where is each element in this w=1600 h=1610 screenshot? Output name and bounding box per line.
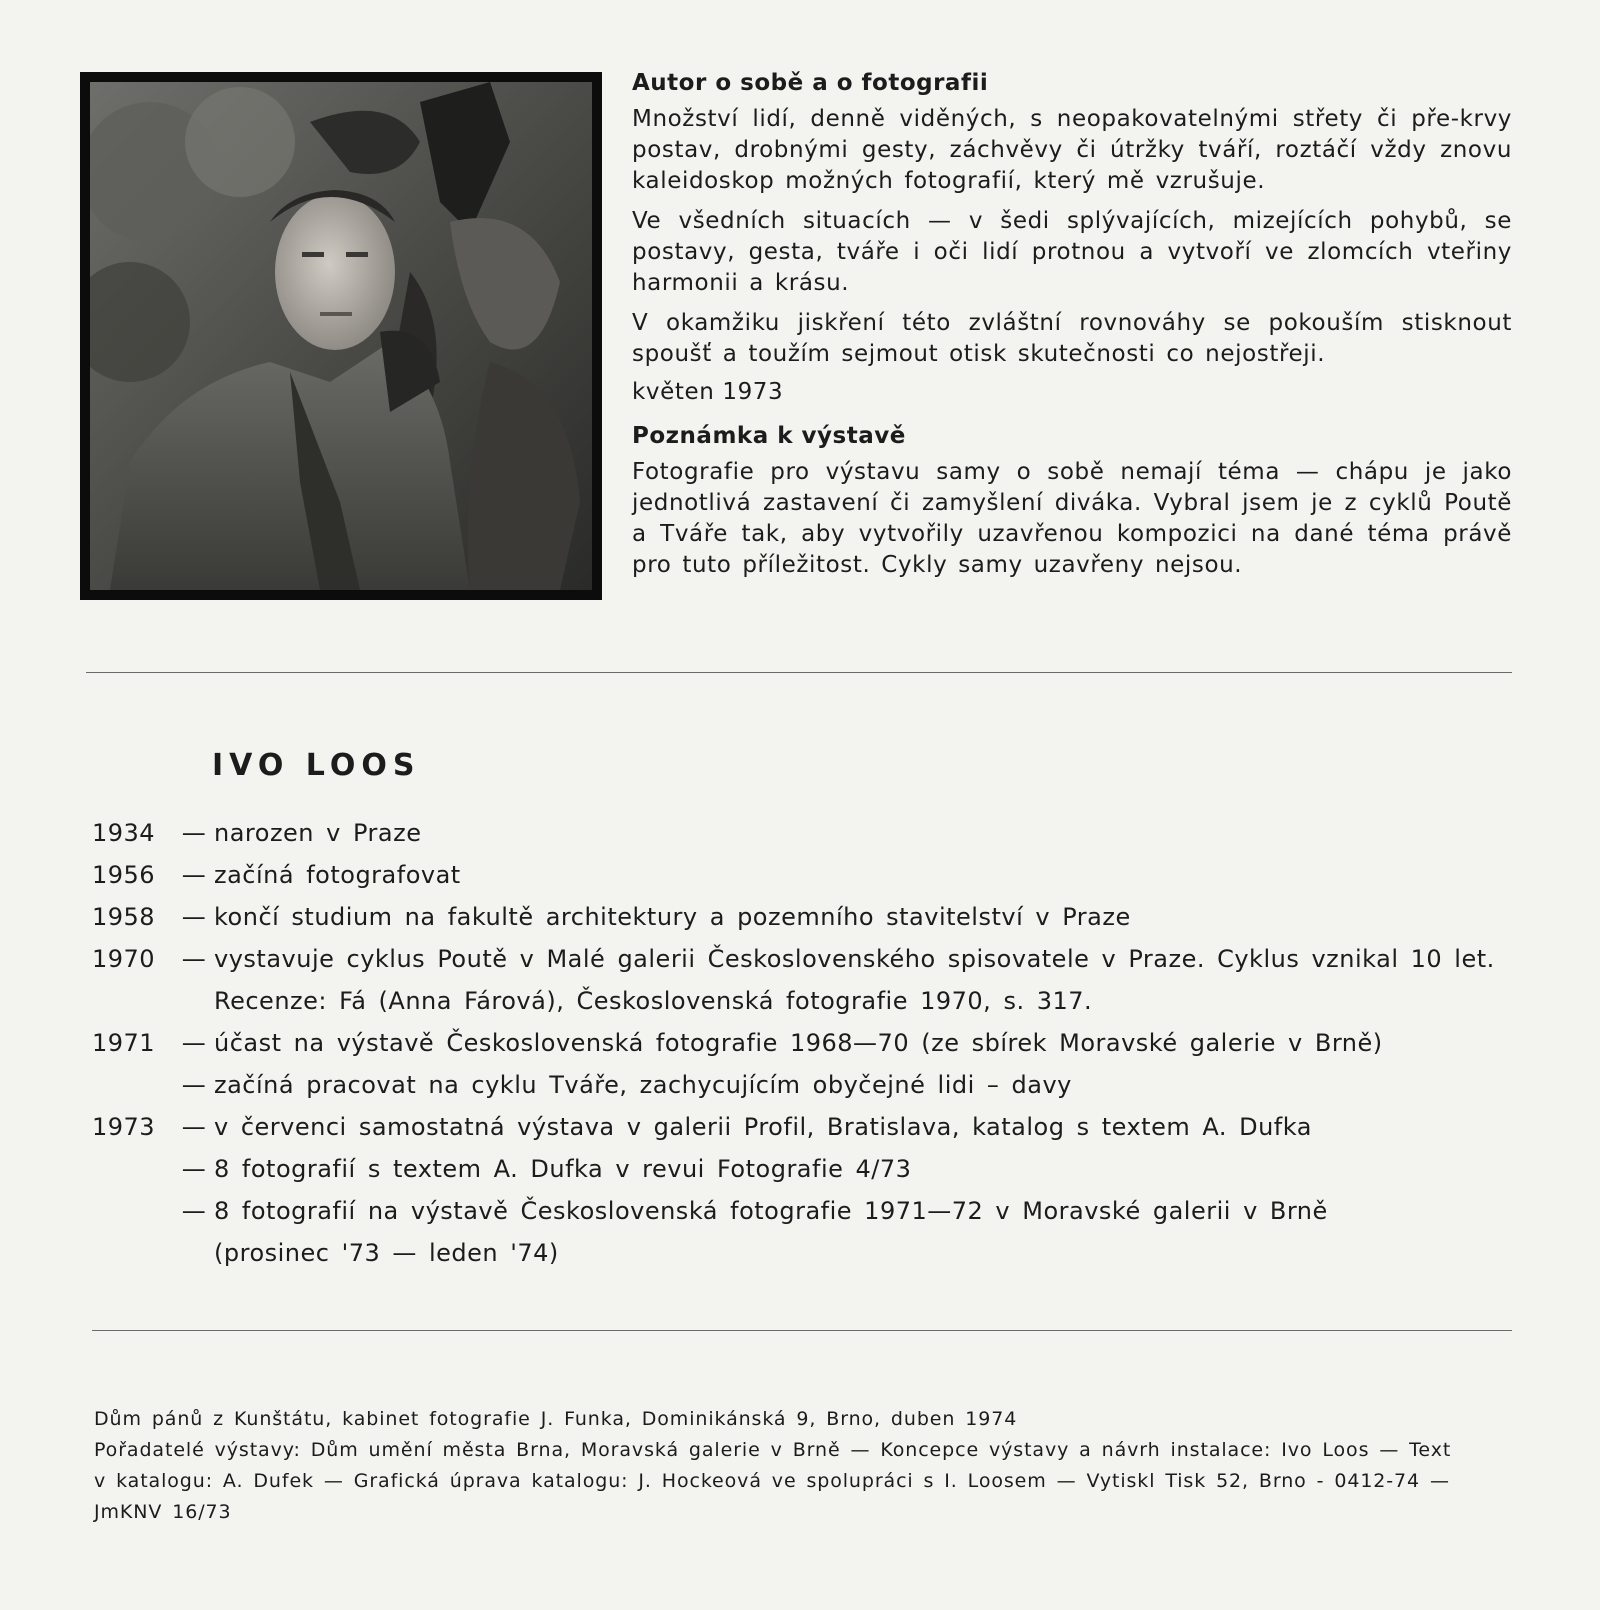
bio-year [92,1064,174,1106]
bio-dash: — [181,903,207,931]
colophon-line: v katalogu: A. Dufek — Grafická úprava katalogu: J. Hockeová ve spolupráci s I. Loosem — Vytiskl Tisk 52, Brno - 0412-74 — [94,1470,1450,1492]
bio-text: 8 fotografií na výstavě Československá fotografie 1971—72 v Moravské galerii v Brně [214,1197,1328,1225]
bio-text: končí studium na fakultě architektury a pozemního stavitelství v Praze [214,903,1131,931]
author-heading: Autor o sobě a o fotografii [632,70,989,96]
portrait-photo [80,72,602,600]
author-paragraph-3: V okamžiku jiskření této zvláštní rovnováhy se pokouším stisknout spoušť a toužím sejmout otisk skutečnosti co nejostřeji. [632,310,1512,367]
bio-row [92,1064,1512,1106]
colophon-line: JmKNV 16/73 [94,1501,232,1523]
bio-year: 1958 [92,903,156,931]
bio-row [92,1148,1512,1190]
divider-top [86,672,1512,673]
bio-dash: — [181,1029,207,1057]
bio-year: 1971 [92,1029,156,1057]
portrait-illustration [90,82,592,590]
bio-year [92,1148,174,1190]
bio-text: začíná pracovat na cyklu Tváře, zachycujícím obyčejné lidi – davy [214,1071,1072,1099]
bio-text: v červenci samostatná výstava v galerii Profil, Bratislava, katalog s textem A. Dufka [214,1113,1312,1141]
bio-text: (prosinec '73 — leden '74) [214,1239,559,1267]
bio-dash [174,980,214,1022]
divider-bottom [92,1330,1512,1331]
bio-row [92,896,1512,938]
bio-year: 1934 [92,819,156,847]
colophon-line: Dům pánů z Kunštátu, kabinet fotografie J. Funka, Dominikánská 9, Brno, duben 1974 [94,1408,1018,1430]
artist-name: IVO LOOS [212,748,421,783]
bio-dash: — [181,819,207,847]
author-paragraph-1: Množství lidí, denně viděných, s neopakovatelnými střety či pře-krvy postav, drobnými gesty, záchvěvy či útržky tváří, roztáčí vždy znovu kaleidoskop možných fotografií, který mě vzrušuje. [632,106,1512,194]
bio-row [92,1232,1512,1274]
bio-row [92,854,1512,896]
exhibition-note-heading: Poznámka k výstavě [632,423,906,449]
bio-year: 1956 [92,861,156,889]
bio-text: 8 fotografií s textem A. Dufka v revui Fotografie 4/73 [214,1155,912,1183]
bio-text: Recenze: Fá (Anna Fárová), Československá fotografie 1970, s. 317. [214,987,1093,1015]
biography-list [92,812,1512,1274]
bio-year [92,1190,174,1232]
bio-dash: — [181,1197,207,1225]
bio-row [92,812,1512,854]
bio-text: narozen v Praze [214,819,422,847]
exhibition-note-paragraph: Fotografie pro výstavu samy o sobě nemají téma — chápu je jako jednotlivá zastavení či zamyšlení diváka. Vybral jsem je z cyklů Poutě a Tváře tak, aby vytvořily uzavřenou kompozici na dané téma právě pro tuto příležitost. Cykly samy uzavřeny nejsou. [632,459,1512,578]
bio-year [92,1232,174,1274]
bio-dash: — [181,861,207,889]
bio-year [92,980,174,1022]
bio-row [92,1022,1512,1064]
colophon-line: Pořadatelé výstavy: Dům umění města Brna, Moravská galerie v Brně — Koncepce výstavy a návrh instalace: Ivo Loos — Text [94,1439,1452,1461]
bio-text: začíná fotografovat [214,861,461,889]
bio-row [92,980,1512,1022]
author-date: květen 1973 [632,379,784,405]
bio-text: účast na výstavě Československá fotografie 1968—70 (ze sbírek Moravské galerie v Brně) [214,1029,1383,1057]
bio-text: vystavuje cyklus Poutě v Malé galerii Československého spisovatele v Praze. Cyklus vznikal 10 let. [214,945,1495,973]
bio-dash: — [181,1113,207,1141]
author-text-column [632,70,1512,590]
bio-dash: — [181,1071,207,1099]
bio-row [92,1106,1512,1148]
bio-year: 1973 [92,1113,156,1141]
bio-dash: — [181,1155,207,1183]
colophon [94,1404,1514,1528]
author-paragraph-2: Ve všedních situacích — v šedi splývajících, mizejících pohybů, se postavy, gesta, tváře i oči lidí protnou a vytvoří ve zlomcích vteřiny harmonii a krásu. [632,208,1512,296]
bio-dash: — [181,945,207,973]
bio-row [92,938,1512,980]
bio-dash [174,1232,214,1274]
bio-year: 1970 [92,945,156,973]
bio-row [92,1190,1512,1232]
